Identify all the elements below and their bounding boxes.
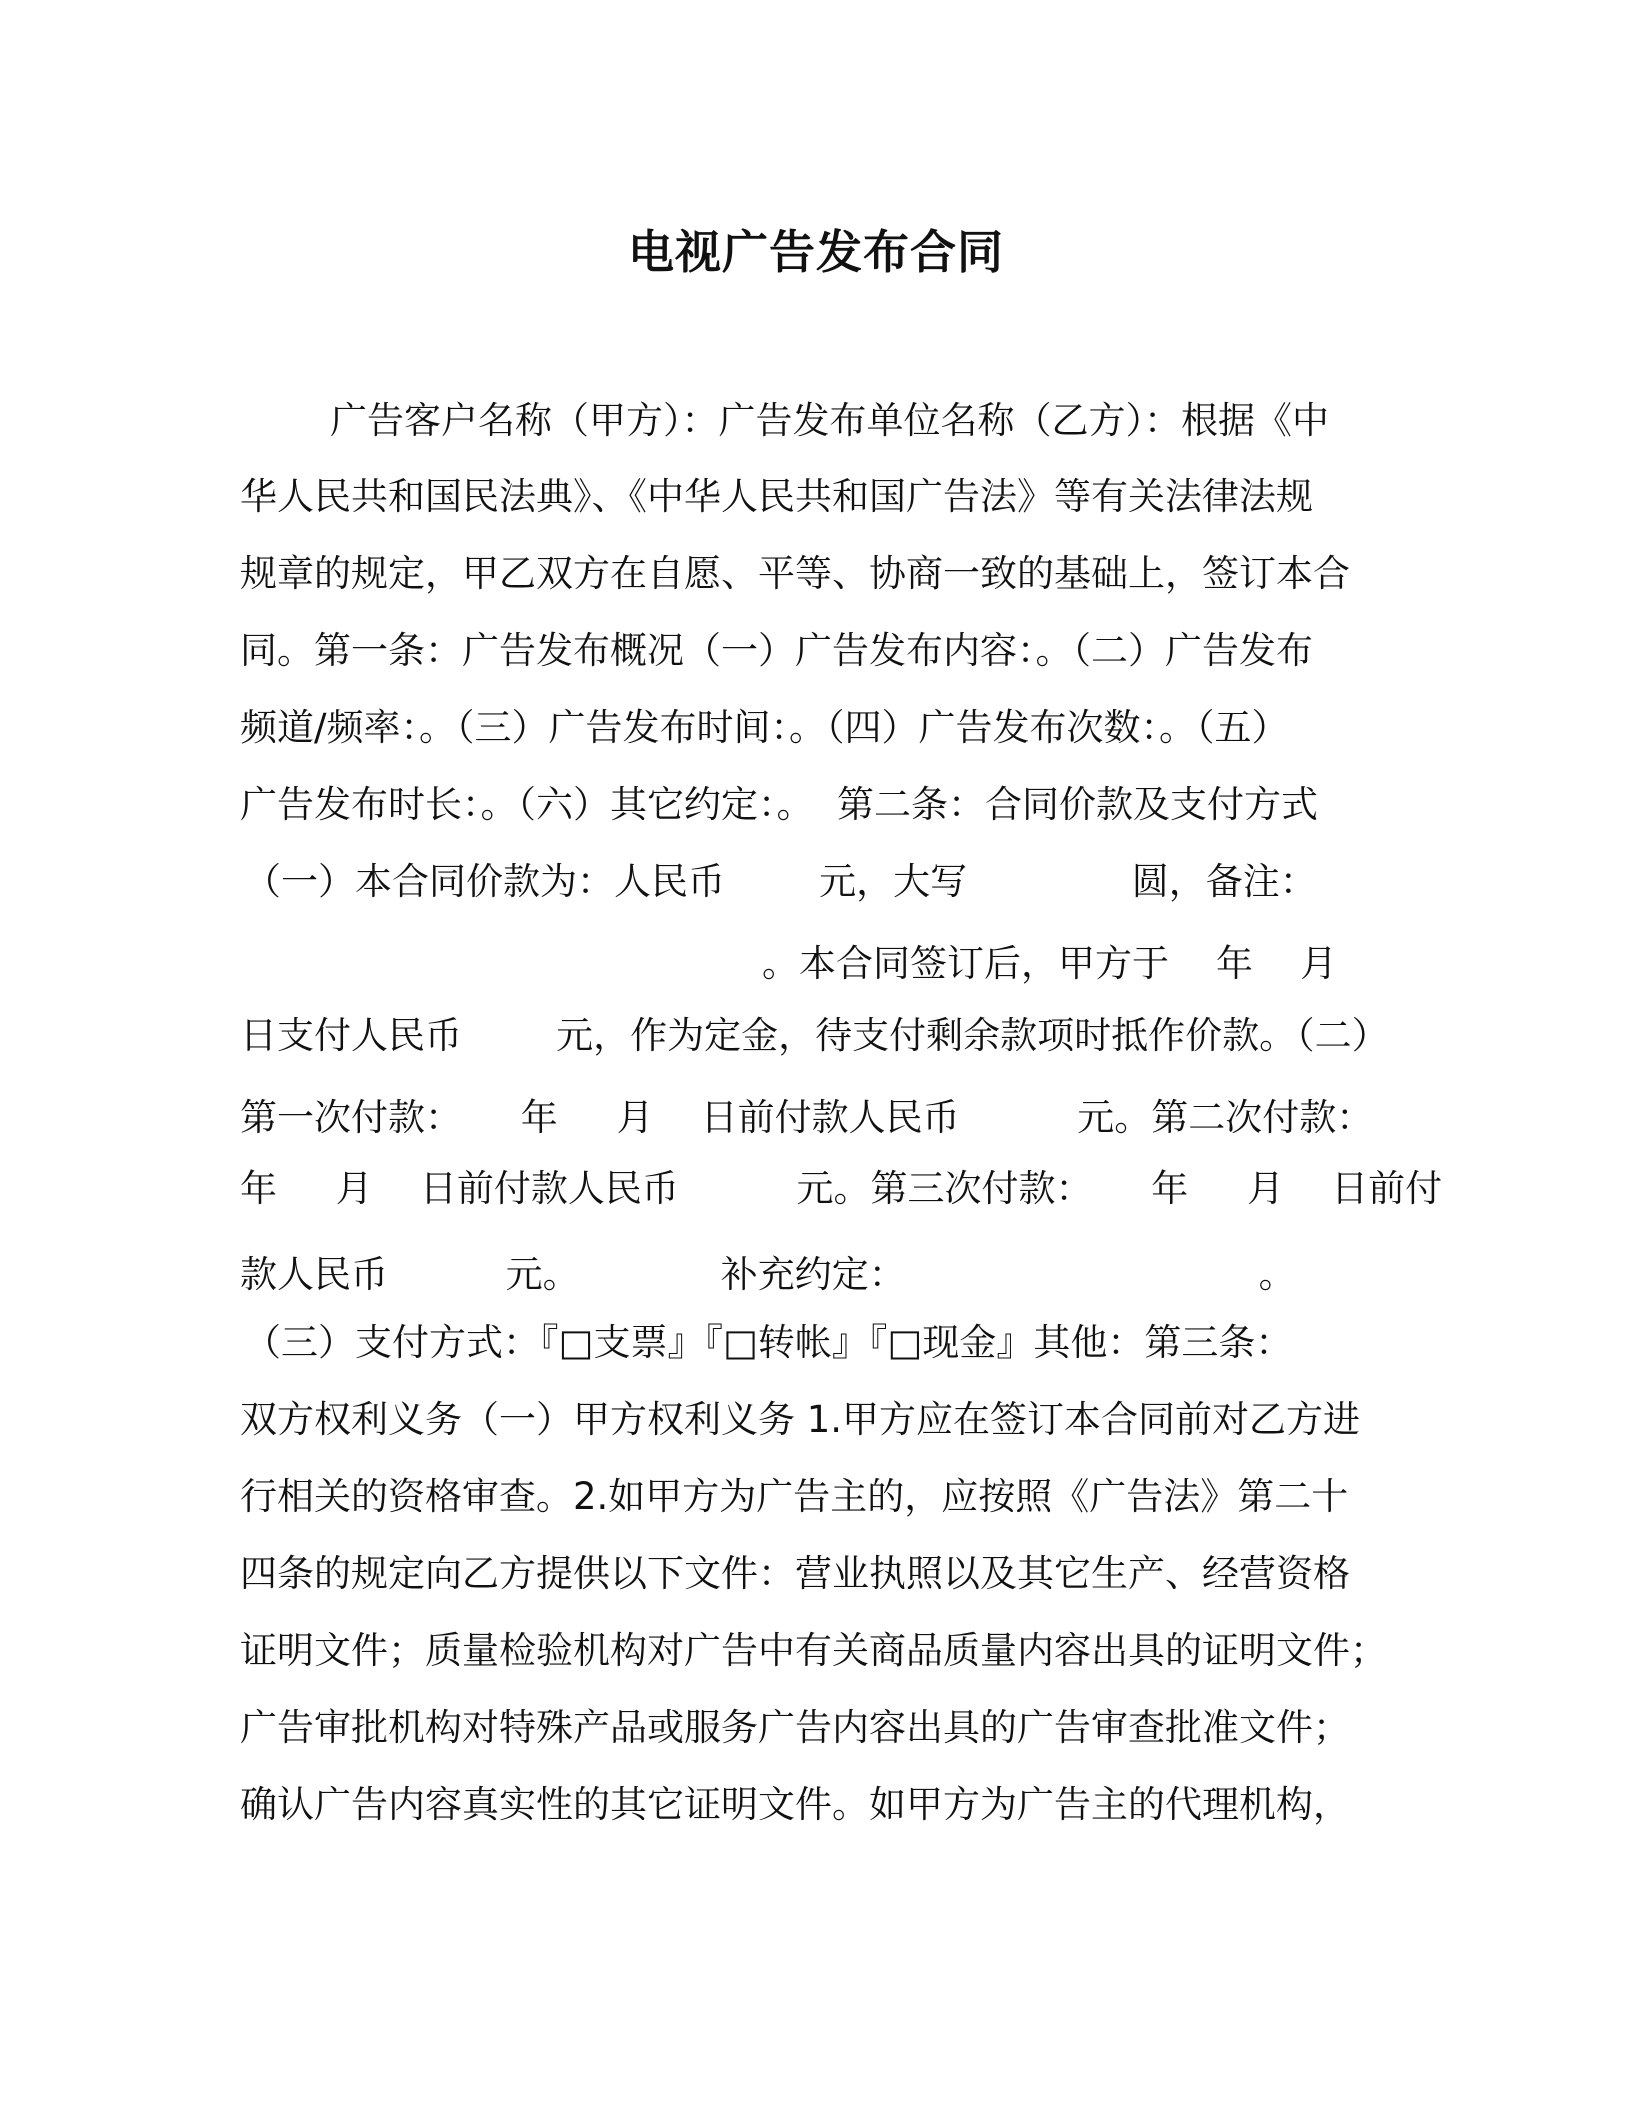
body-line-19: 确认广告内容真实性的其它证明文件。如甲方为广告主的代理机构，: [240, 1783, 1350, 1826]
body-line-1: 广告客户名称（甲方）：广告发布单位名称（乙方）：根据《中: [330, 399, 1329, 442]
body-line-5: 频道/频率：。（三）广告发布时间：。（四）广告发布次数：。（五）: [240, 706, 1289, 749]
body-line-2: 华人民共和国民法典》、《中华人民共和国广告法》等有关法律法规: [240, 475, 1313, 518]
body-line-16: 四条的规定向乙方提供以下文件：营业执照以及其它生产、经营资格: [240, 1552, 1350, 1595]
page-title: 电视广告发布合同: [628, 225, 1004, 279]
body-line-11: 年 月 日前付款人民币 元。第三次付款： 年 月 日前付: [240, 1167, 1443, 1210]
body-line-4: 同。第一条：广告发布概况（一）广告发布内容：。（二）广告发布: [240, 629, 1313, 672]
body-line-9: 日支付人民币 元，作为定金，待支付剩余款项时抵作价款。（二）: [240, 1014, 1389, 1057]
body-line-13: （三）支付方式：『□支票』『□转帐』『□现金』其他：第三条：: [244, 1321, 1293, 1364]
body-line-6: 广告发布时长：。（六）其它约定：。 第二条：合同价款及支付方式: [240, 783, 1319, 826]
body-line-7: （一）本合同价款为：人民币 元，大写 圆，备注：: [244, 860, 1317, 903]
body-line-10: 第一次付款： 年 月 日前付款人民币 元。第二次付款：: [240, 1096, 1374, 1139]
body-line-17: 证明文件；质量检验机构对广告中有关商品质量内容出具的证明文件；: [240, 1629, 1387, 1672]
body-line-15: 行相关的资格审查。2.如甲方为广告主的，应按照《广告法》第二十: [240, 1475, 1349, 1518]
body-line-8: 。本合同签订后，甲方于 年 月: [762, 942, 1338, 985]
body-line-3: 规章的规定，甲乙双方在自愿、平等、协商一致的基础上，签订本合: [240, 552, 1350, 595]
body-line-14: 双方权利义务（一）甲方权利义务 1.甲方应在签订本合同前对乙方进: [240, 1398, 1361, 1441]
body-line-18: 广告审批机构对特殊产品或服务广告内容出具的广告审查批准文件；: [240, 1706, 1350, 1749]
body-line-12: 款人民币 元。 补充约定： 。: [240, 1253, 1296, 1296]
